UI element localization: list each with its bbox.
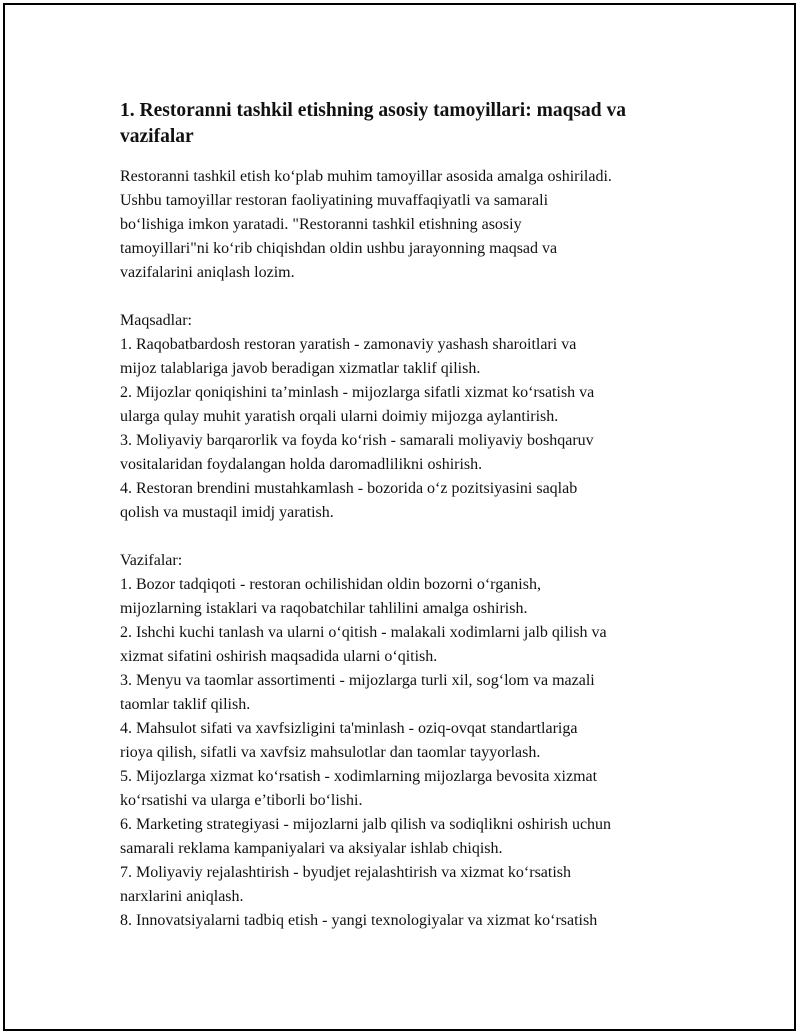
tasks-section [120,549,700,933]
task-line: narxlarini aniqlash. [120,888,244,905]
title-line: vazifalar [120,126,194,147]
tasks-heading: Vazifalar: [120,552,183,569]
task-line: 5. Mijozlarga xizmat ko‘rsatish - xodimlarning mijozlarga bevosita xizmat [120,768,598,785]
page-frame [3,3,796,1031]
task-line: 8. Innovatsiyalarni tadbiq etish - yangi texnologiyalar va xizmat ko‘rsatish [120,912,598,929]
task-line: taomlar taklif qilish. [120,696,251,713]
goal-line: ularga qulay muhit yaratish orqali ularni doimiy mijozga aylantirish. [120,408,559,425]
task-line: 1. Bozor tadqiqoti - restoran ochilishidan oldin bozorni o‘rganish, [120,576,541,593]
intro-line: bo‘lishiga imkon yaratadi. "Restoranni tashkil etishning asosiy [120,216,522,233]
task-line: 6. Marketing strategiyasi - mijozlarni jalb qilish va sodiqlikni oshirish uchun [120,816,612,833]
intro-paragraph [120,165,700,285]
task-line: 3. Menyu va taomlar assortimenti - mijozlarga turli xil, sog‘lom va mazali [120,672,595,689]
title-line: 1. Restoranni tashkil etishning asosiy tamoyillari: maqsad va [120,100,626,121]
goal-line: 3. Moliyaviy barqarorlik va foyda ko‘rish - samarali moliyaviy boshqaruv [120,432,594,449]
intro-line: Ushbu tamoyillar restoran faoliyatining muvaffaqiyatli va samarali [120,192,549,209]
task-line: 2. Ishchi kuchi tanlash va ularni o‘qitish - malakali xodimlarni jalb qilish va [120,624,607,641]
paragraph-spacer [120,525,700,549]
task-line: rioya qilish, sifatli va xavfsiz mahsulotlar dan taomlar tayyorlash. [120,744,541,761]
intro-line: vazifalarini aniqlash lozim. [120,264,295,281]
document-content [120,98,700,933]
task-line: 7. Moliyaviy rejalashtirish - byudjet rejalashtirish va xizmat ko‘rsatish [120,864,572,881]
goal-line: qolish va mustaqil imidj yaratish. [120,504,334,521]
task-line: ko‘rsatishi va ularga e’tiborli bo‘lishi. [120,792,363,809]
paragraph-spacer [120,285,700,309]
goal-line: 2. Mijozlar qoniqishini ta’minlash - mijozlarga sifatli xizmat ko‘rsatish va [120,384,595,401]
goals-heading: Maqsadlar: [120,312,192,329]
goal-line: vositalaridan foydalangan holda daromadlilikni oshirish. [120,456,483,473]
intro-line: tamoyillari"ni ko‘rib chiqishdan oldin ushbu jarayonning maqsad va [120,240,558,257]
document-title [120,98,700,150]
intro-line: Restoranni tashkil etish ko‘plab muhim tamoyillar asosida amalga oshiriladi. [120,168,612,185]
task-line: mijozlarning istaklari va raqobatchilar tahlilini amalga oshirish. [120,600,528,617]
goal-line: mijoz talablariga javob beradigan xizmatlar taklif qilish. [120,360,481,377]
task-line: xizmat sifatini oshirish maqsadida ularni o‘qitish. [120,648,438,665]
task-line: samarali reklama kampaniyalari va aksiyalar ishlab chiqish. [120,840,503,857]
goal-line: 1. Raqobatbardosh restoran yaratish - zamonaviy yashash sharoitlari va [120,336,577,353]
task-line: 4. Mahsulot sifati va xavfsizligini ta'minlash - oziq-ovqat standartlariga [120,720,578,737]
goals-section [120,309,700,525]
goal-line: 4. Restoran brendini mustahkamlash - bozorida o‘z pozitsiyasini saqlab [120,480,578,497]
